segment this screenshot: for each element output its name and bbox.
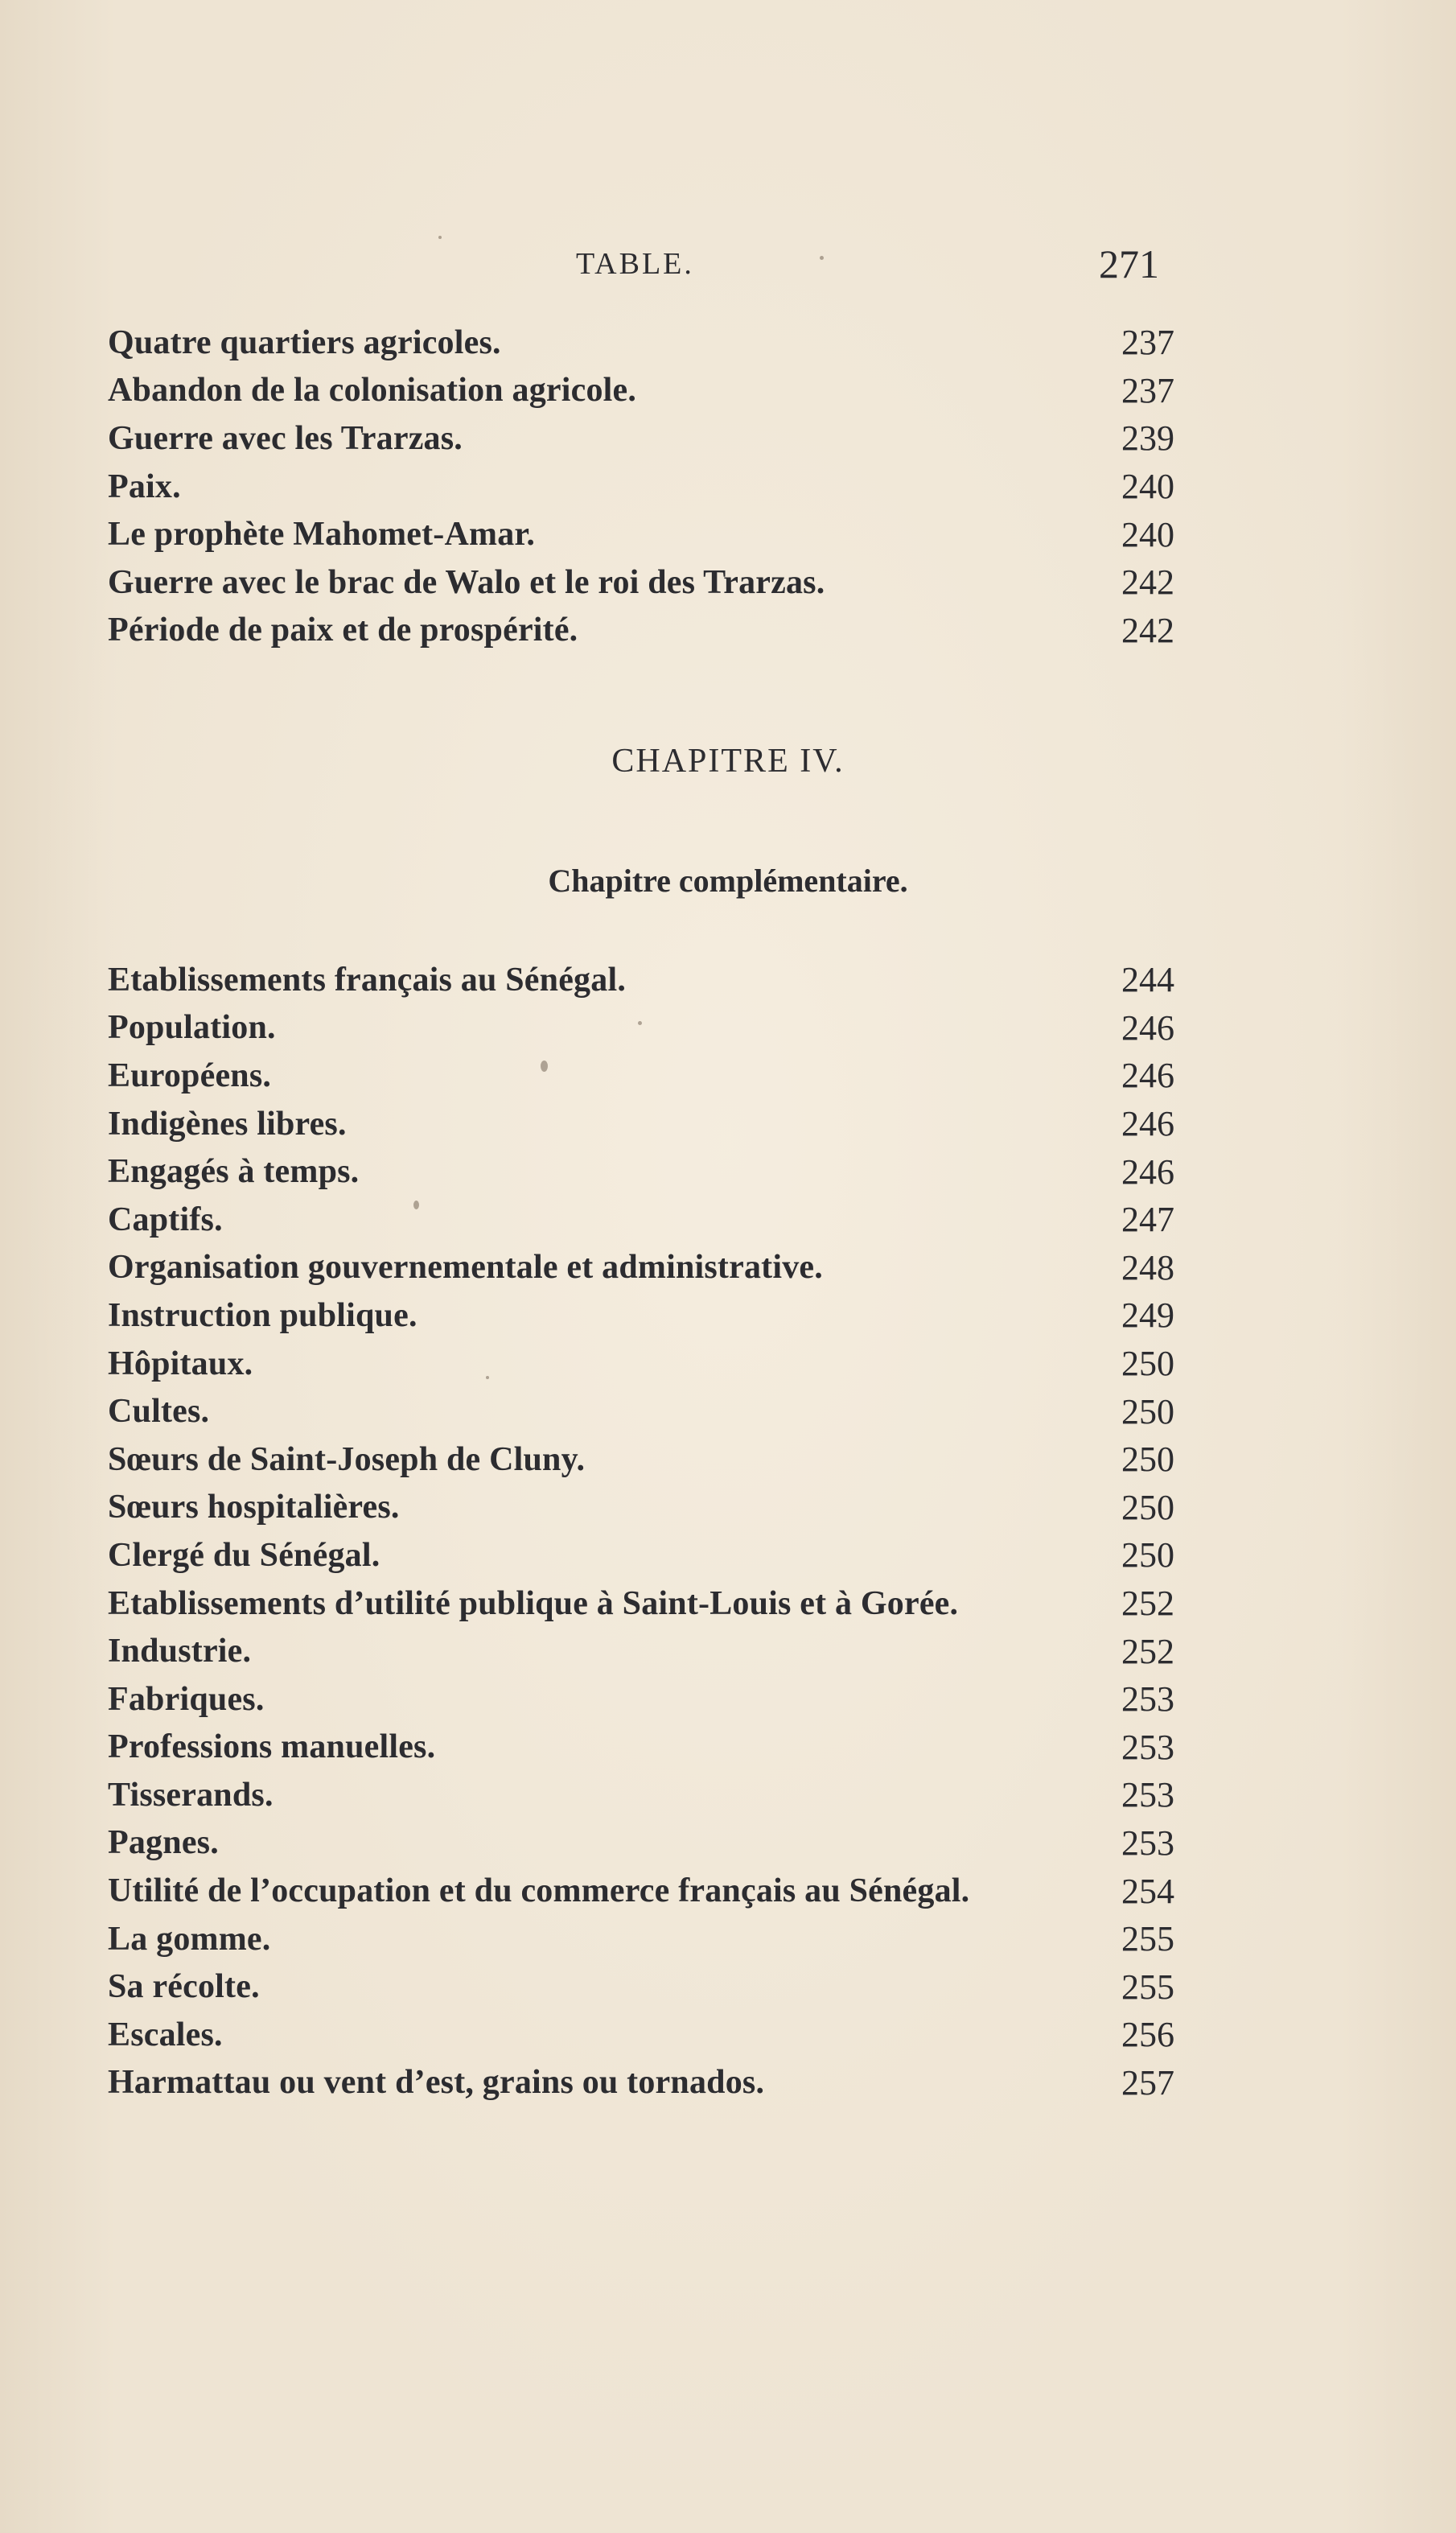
toc-entry [108, 1147, 1174, 1196]
toc-entry [108, 319, 1174, 367]
toc-entry-page-number: 253 [1121, 1823, 1174, 1863]
toc-entry-title: Guerre avec le brac de Walo et le roi des Trarzas. [108, 563, 825, 601]
running-head [0, 240, 1456, 288]
toc-entry [108, 607, 1174, 655]
paper-speck [541, 1061, 548, 1072]
toc-entry-page-number: 253 [1121, 1775, 1174, 1815]
toc-entry-page-number: 244 [1121, 960, 1174, 1000]
paper-speck [413, 1201, 419, 1209]
toc-entry-title: Abandon de la colonisation agricole. [108, 372, 637, 410]
toc-entry-title: Le prophète Mahomet-Amar. [108, 516, 536, 554]
toc-entry-title: Tisserands. [108, 1776, 274, 1814]
toc-entry [108, 1387, 1174, 1435]
toc-entry [108, 1052, 1174, 1100]
toc-entry-title: Fabriques. [108, 1680, 265, 1718]
toc-entry [108, 1100, 1174, 1148]
toc-entry-page-number: 250 [1121, 1535, 1174, 1575]
toc-entry [108, 1675, 1174, 1724]
toc-entry-page-number: 248 [1121, 1247, 1174, 1287]
toc-entry-title: Etablissements français au Sénégal. [108, 961, 627, 999]
toc-entry-title: Harmattau ou vent d’est, grains ou tornados. [108, 2064, 765, 2102]
toc-entry-title: Industrie. [108, 1633, 252, 1670]
toc-entry-page-number: 250 [1121, 1439, 1174, 1480]
toc-entry-title: Instruction publique. [108, 1296, 417, 1334]
toc-entry [108, 463, 1174, 511]
toc-entry-title: Organisation gouvernementale et administrative. [108, 1249, 823, 1287]
toc-entry-page-number: 252 [1121, 1584, 1174, 1624]
toc-entry-title: Période de paix et de prospérité. [108, 612, 578, 649]
toc-entry-page-number: 250 [1121, 1487, 1174, 1527]
toc-entry-title: Utilité de l’occupation et du commerce français au Sénégal. [108, 1872, 970, 1910]
toc-entry [108, 414, 1174, 463]
toc-entry-page-number: 252 [1121, 1631, 1174, 1671]
toc-entry [108, 1724, 1174, 1772]
running-title: TABLE. [576, 247, 694, 281]
toc-entry-title: Sœurs de Saint-Joseph de Cluny. [108, 1440, 586, 1478]
toc-entry-page-number: 237 [1121, 323, 1174, 363]
toc-entry-page-number: 240 [1121, 467, 1174, 507]
toc-entry-page-number: 257 [1121, 2062, 1174, 2103]
toc-entry-page-number: 247 [1121, 1200, 1174, 1240]
toc-entry [108, 1915, 1174, 1963]
page-number: 271 [1099, 241, 1159, 286]
toc-entry-title: Sa récolte. [108, 1968, 260, 2006]
toc-entry-title: La gomme. [108, 1920, 271, 1958]
toc-entry-title: Captifs. [108, 1201, 223, 1238]
chapter-subtitle: Chapitre complémentaire. [548, 863, 908, 899]
toc-entry [108, 1244, 1174, 1292]
paper-speck [438, 236, 442, 239]
toc-entry-page-number: 255 [1121, 1919, 1174, 1959]
paper-speck [486, 1376, 489, 1379]
toc-entry-title: Paix. [108, 467, 181, 505]
toc-entry-page-number: 250 [1121, 1344, 1174, 1384]
toc-entry-title: Population. [108, 1009, 276, 1047]
paper-speck [820, 256, 824, 260]
toc-entry [108, 510, 1174, 558]
toc-entry [108, 2011, 1174, 2059]
toc-entry-page-number: 246 [1121, 1007, 1174, 1048]
toc-entry-page-number: 246 [1121, 1104, 1174, 1144]
toc-entry-title: Hôpitaux. [108, 1345, 253, 1382]
toc-entry-page-number: 242 [1121, 562, 1174, 603]
toc-entry-title: Engagés à temps. [108, 1153, 360, 1191]
toc-entry-page-number: 253 [1121, 1727, 1174, 1767]
toc-entry-page-number: 246 [1121, 1151, 1174, 1192]
table-of-contents-section-b [108, 956, 1174, 2107]
toc-entry-page-number: 242 [1121, 610, 1174, 650]
toc-entry [108, 956, 1174, 1004]
toc-entry-page-number: 250 [1121, 1391, 1174, 1431]
toc-entry [108, 1484, 1174, 1532]
toc-entry-title: Guerre avec les Trarzas. [108, 419, 463, 457]
toc-entry-page-number: 246 [1121, 1056, 1174, 1096]
toc-entry-title: Etablissements d’utilité publique à Saint-Louis et à Gorée. [108, 1584, 959, 1622]
toc-entry [108, 1531, 1174, 1580]
toc-entry-title: Indigènes libres. [108, 1105, 347, 1143]
toc-entry [108, 558, 1174, 607]
toc-entry-title: Clergé du Sénégal. [108, 1536, 380, 1574]
toc-entry [108, 1291, 1174, 1340]
chapter-heading: CHAPITRE IV. [611, 743, 845, 780]
toc-entry-title: Quatre quartiers agricoles. [108, 323, 501, 361]
toc-entry-title: Cultes. [108, 1393, 210, 1431]
toc-entry-page-number: 255 [1121, 1967, 1174, 2007]
toc-entry [108, 1196, 1174, 1244]
toc-entry [108, 1963, 1174, 2011]
toc-entry-title: Pagnes. [108, 1824, 219, 1862]
toc-entry [108, 1580, 1174, 1628]
toc-entry-page-number: 240 [1121, 514, 1174, 554]
toc-entry-title: Professions manuelles. [108, 1728, 436, 1766]
toc-entry-title: Escales. [108, 2016, 223, 2053]
toc-entry [108, 1819, 1174, 1868]
toc-entry-page-number: 237 [1121, 370, 1174, 410]
toc-entry-title: Sœurs hospitalières. [108, 1489, 400, 1526]
toc-entry [108, 1627, 1174, 1675]
toc-entry [108, 1004, 1174, 1052]
table-of-contents-section-a [108, 319, 1174, 654]
toc-entry-page-number: 239 [1121, 418, 1174, 459]
toc-entry-page-number: 254 [1121, 1871, 1174, 1911]
toc-entry [108, 1771, 1174, 1819]
toc-entry-page-number: 253 [1121, 1679, 1174, 1720]
toc-entry-page-number: 249 [1121, 1295, 1174, 1336]
toc-entry [108, 1340, 1174, 1388]
toc-entry [108, 1867, 1174, 1915]
toc-entry-page-number: 256 [1121, 2015, 1174, 2055]
toc-entry [108, 2059, 1174, 2107]
toc-entry [108, 1435, 1174, 1484]
toc-entry [108, 367, 1174, 415]
toc-entry-title: Européens. [108, 1056, 272, 1094]
paper-speck [638, 1021, 642, 1025]
